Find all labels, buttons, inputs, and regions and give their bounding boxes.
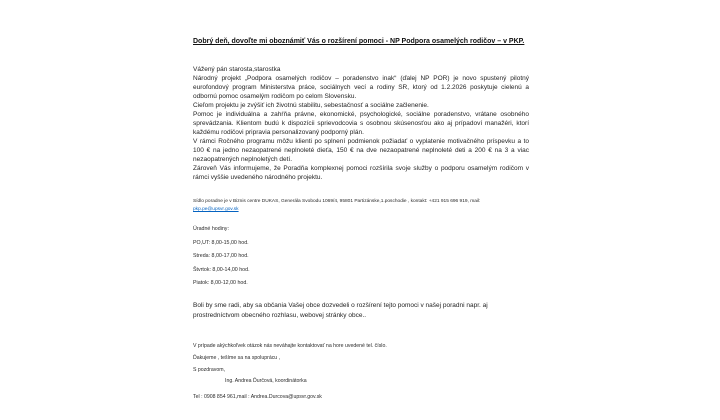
office-info [193, 198, 529, 213]
paragraph-services-extension: Zároveň Vás informujeme, že Poradňa komplexnej pomoci rozšírila svoje služby o podporu osamelým rodičom v rámci vyššie uvedeného národného projektu. [193, 165, 529, 181]
contact-note: V prípade akýchkoľvek otázok nás neváhajte kontaktovať na hore uvedené tel. číslo. [193, 343, 387, 349]
office-hours-thu: Štvrtok: 8,00-14,00 hod. [193, 266, 250, 273]
salutation: Vážený pán starosta,starostka [193, 66, 281, 73]
signature-contact-label: Tel : 0908 854 961,mail : [193, 394, 251, 400]
paragraph-allowance: V rámci Ročného programu môžu klienti po splnení podmienok požiadať o vyplatenie motivačného príspevku a to 100 € na jedno nezaopatrené neplnoleté dieťa, 150 € na dve nezaopatrené neplnoleté deti a 200 € na 3 a viac nezaopatrených neplnoletých detí. [193, 138, 529, 163]
office-hours-mon-tue: PO,UT: 8,00-15,00 hod. [193, 239, 249, 246]
office-hours-heading: Úradné hodiny: [193, 226, 229, 232]
office-email-link[interactable]: pkp.pe@upsvr.gov.sk [193, 206, 239, 212]
office-hours-wed: Streda: 8,00-17,00 hod. [193, 253, 249, 259]
signature-contact [193, 394, 529, 400]
closing-line: S pozdravom, [193, 367, 226, 373]
signature-name: Ing. Andrea Ďurčová, koordinátorka [225, 378, 307, 384]
letter-title: Dobrý deň, dovoľte mi oboznámiť Vás o rozšírení pomoci - NP Podpora osamelých rodičov – v PKP. [193, 38, 525, 45]
office-hours-fri: Piatok: 8,00-12,00 hod. [193, 280, 248, 286]
signature-email: Andrea.Durcova@upsvr.gov.sk [250, 394, 322, 400]
request-paragraph: Boli by sme radi, aby sa občania Vašej obce dozvedeli o rozšírení tejto pomoci v našej poradni napr. aj prostredníctvom obecného rozhlasu, webovej stránky obce.. [193, 302, 488, 319]
paragraph-help-description: Pomoc je individuálna a zahŕňa právne, ekonomické, psychologické, sociálne poradenstvo, vrátane osobného sprevádzania. Klientom budú k dispozícii sprievodcovia s osobnou skúsenosťou ako aj prípadoví manažéri, ktorí každému rodičovi pripravia personalizovaný podporný plán. [193, 111, 529, 136]
thanks-line: Ďakujeme , tešíme sa na spoluprácu , [193, 355, 281, 361]
letter-body [193, 65, 529, 182]
office-address: Sídlo poradne je v Biznis centre DUKAS, Generála Svobodu 1069/4, 95801 Partizánske,1.poschodie , kontakt: +421 915 696 919, mail: [193, 199, 481, 204]
letter-content [193, 37, 529, 400]
paragraph-project-goal: Cieľom projektu je zvýšiť ich životnú stabilitu, sebestačnosť a sociálne začlenenie. [193, 102, 429, 109]
paragraph-project-intro: Národný projekt „Podpora osamelých rodičov – poradenstvo inak“ (ďalej NP POR) je novo spustený pilotný eurofondový program Ministerstva práce, sociálnych vecí a rodiny SR, ktorý od 1.2.2026 poskytuje cielenú a odbornú pomoc osamelým rodičom po celom Slovensku. [193, 75, 529, 100]
